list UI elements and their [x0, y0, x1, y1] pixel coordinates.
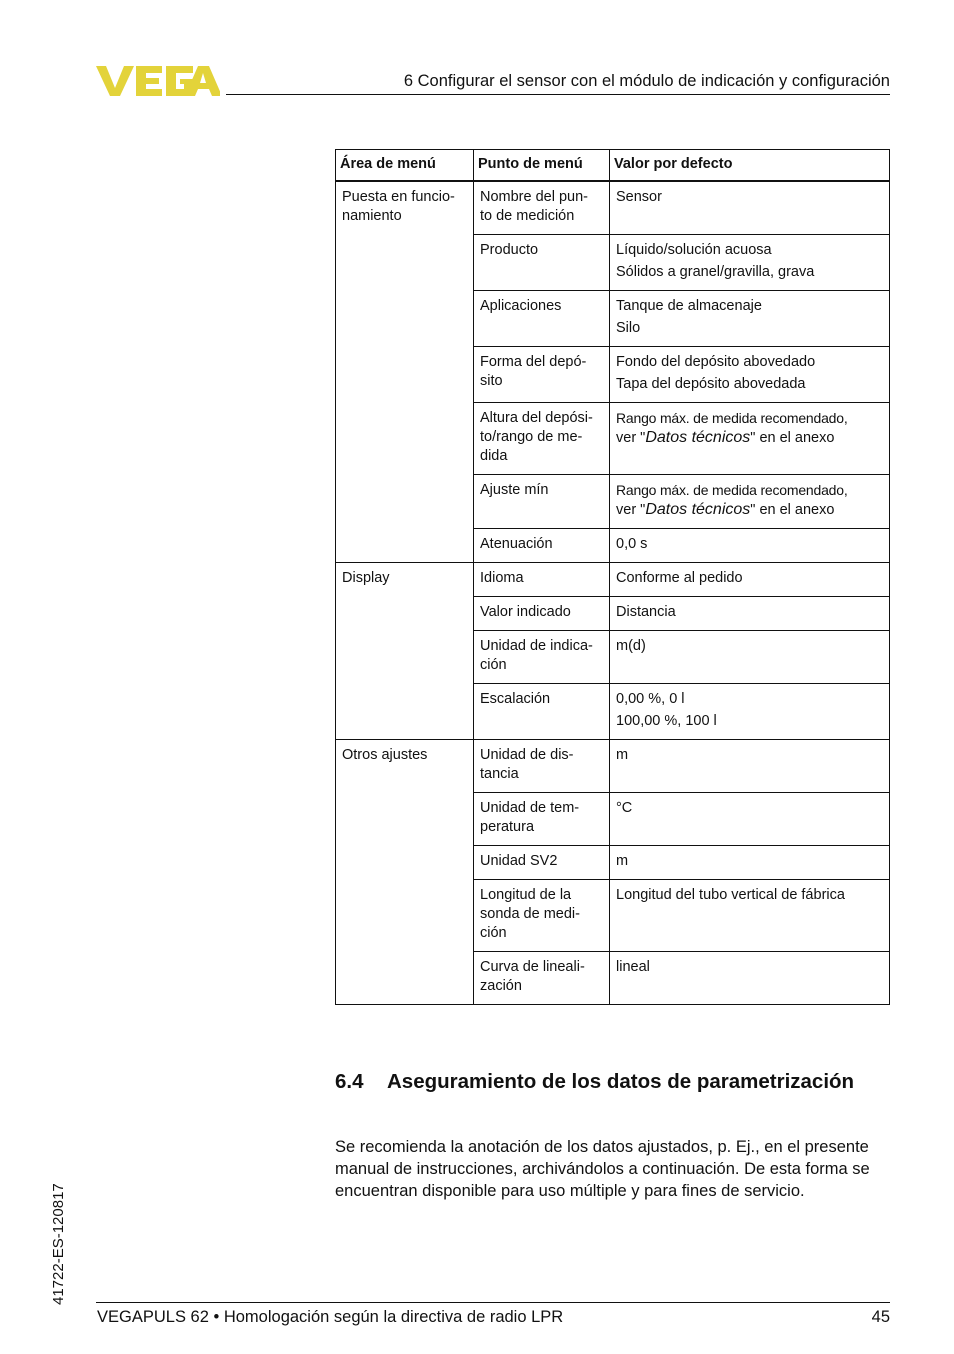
value-cell: Sensor — [610, 181, 890, 235]
item-cell: Aplicaciones — [474, 291, 610, 347]
table-header-row — [336, 150, 890, 182]
item-cell: Curva de lineali- zación — [474, 952, 610, 1005]
value-cell: Longitud del tubo vertical de fábrica — [610, 880, 890, 952]
table-row — [336, 181, 890, 235]
value-line: Tanque de almacenaje — [616, 298, 762, 314]
item-cell: Unidad de tem- peratura — [474, 793, 610, 846]
value-cell — [610, 475, 890, 529]
item-cell: Atenuación — [474, 529, 610, 563]
chapter-title: 6 Configurar el sensor con el módulo de indicación y configuración — [403, 72, 890, 90]
value-cell: 0,0 s — [610, 529, 890, 563]
value-line: Rango máx. de medida recomendado, — [616, 482, 848, 498]
footer-product-title: VEGAPULS 62 • Homologación según la directiva de radio LPR — [97, 1308, 564, 1326]
value-cell: m — [610, 846, 890, 880]
item-cell: Ajuste mín — [474, 475, 610, 529]
header-rule — [226, 94, 890, 95]
value-cell: °C — [610, 793, 890, 846]
vega-logo — [96, 64, 220, 98]
section-body: Se recomienda la anotación de los datos ajustados, p. Ej., en el presente manual de instrucciones, archivándolos a continuación. De esta forma se encuentran disponible para uso múltiple y para fines de servicio. — [335, 1138, 870, 1200]
column-header-area: Área de menú — [336, 150, 474, 182]
value-cell: Distancia — [610, 597, 890, 631]
item-cell: Unidad de dis- tancia — [474, 740, 610, 793]
item-cell: Unidad de indica- ción — [474, 631, 610, 684]
value-cell: m — [610, 740, 890, 793]
section-title: Aseguramiento de los datos de parametrización — [387, 1070, 855, 1093]
default-values-table — [335, 149, 890, 1005]
value-line: Líquido/solución acuosa — [616, 242, 772, 258]
value-cell: m(d) — [610, 631, 890, 684]
document-code: 41722-ES-120817 — [50, 1183, 67, 1305]
table-row — [336, 740, 890, 793]
table-row — [336, 563, 890, 597]
item-cell: Valor indicado — [474, 597, 610, 631]
value-line: 0,00 %, 0 l — [616, 691, 685, 707]
area-cell: Puesta en funcio- namiento — [336, 181, 474, 563]
footer-rule — [96, 1302, 890, 1303]
value-line: 100,00 %, 100 l — [616, 713, 717, 729]
item-cell: Escalación — [474, 684, 610, 740]
item-cell: Idioma — [474, 563, 610, 597]
value-cell — [610, 235, 890, 291]
value-line: ver "Datos técnicos" en el anexo — [616, 501, 835, 518]
value-cell: lineal — [610, 952, 890, 1005]
value-line: Silo — [616, 320, 641, 336]
item-cell: Forma del depó- sito — [474, 347, 610, 403]
item-cell: Longitud de la sonda de medi- ción — [474, 880, 610, 952]
value-cell: Conforme al pedido — [610, 563, 890, 597]
item-cell: Nombre del pun- to de medición — [474, 181, 610, 235]
value-cell — [610, 684, 890, 740]
value-line: ver "Datos técnicos" en el anexo — [616, 429, 835, 446]
item-cell: Producto — [474, 235, 610, 291]
value-cell — [610, 291, 890, 347]
value-cell — [610, 347, 890, 403]
page-number: 45 — [871, 1308, 890, 1326]
area-cell: Otros ajustes — [336, 740, 474, 1005]
technical-data-reference: Datos técnicos — [645, 501, 751, 518]
value-cell — [610, 403, 890, 475]
value-line: Rango máx. de medida recomendado, — [616, 410, 848, 426]
area-cell: Display — [336, 563, 474, 740]
item-cell: Altura del depósi- to/rango de me- dida — [474, 403, 610, 475]
value-line: Sólidos a granel/gravilla, grava — [616, 264, 815, 280]
section-number: 6.4 — [335, 1070, 364, 1093]
value-line: Tapa del depósito abovedada — [616, 376, 806, 392]
value-line: Fondo del depósito abovedado — [616, 354, 816, 370]
technical-data-reference: Datos técnicos — [645, 429, 751, 446]
column-header-item: Punto de menú — [474, 150, 610, 182]
column-header-default: Valor por defecto — [610, 150, 890, 182]
section-heading — [335, 1068, 895, 1096]
item-cell: Unidad SV2 — [474, 846, 610, 880]
